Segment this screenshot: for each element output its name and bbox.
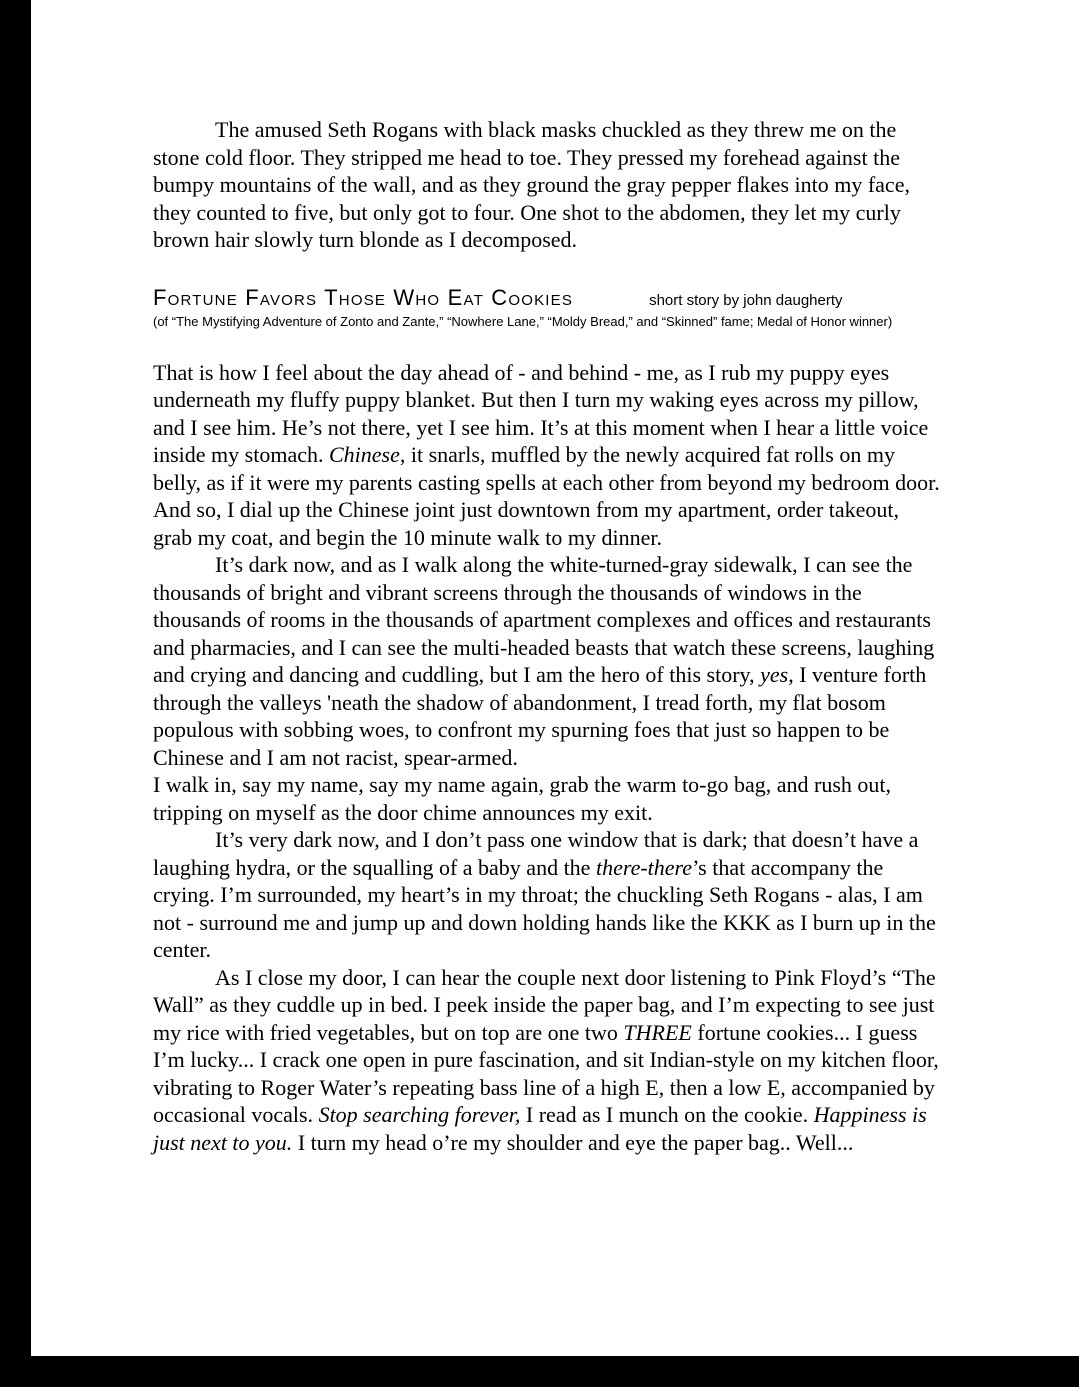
plain-text: ’s that accompany the crying. I’m surrounded, my heart’s in my throat; the chuckling Seth Rogans - alas, I am not - surround me and jump up and down holding hands like the KKK as I burn up in the center.	[153, 854, 936, 962]
story-title-row	[153, 285, 943, 311]
italic-text: Chinese	[328, 442, 400, 467]
plain-text: , it snarls, muffled by the newly acquired fat rolls on my belly, as if it were my parents casting spells at each other from beyond my bedroom door. And so, I dial up the Chinese joint just downtown from my apartment, order takeout, grab my coat, and begin the 10 minute walk to my dinner.	[153, 442, 940, 550]
story-paragraph	[153, 551, 943, 771]
plain-text: I read as I munch on the cookie.	[520, 1102, 814, 1127]
story-title: Fortune Favors Those Who Eat Cookies	[153, 284, 574, 310]
italic-text: THREE	[623, 1019, 692, 1045]
story-paragraph	[153, 359, 943, 552]
italic-text: Happiness is just next to you.	[153, 1102, 927, 1155]
plain-text: That is how I feel about the day ahead of - and behind - me, as I rub my puppy eyes underneath my fluffy puppy blanket. But then I turn my waking eyes across my pillow, and I see him. He’s not there, yet I see him. It’s at this moment when I hear a little voice inside my stomach.	[153, 359, 929, 467]
story-content	[153, 116, 943, 1156]
bottom-edge-bar	[0, 1356, 1079, 1387]
italic-text: yes	[760, 662, 789, 687]
plain-text: I turn my head o’re my shoulder and eye the paper bag.. Well...	[292, 1129, 854, 1155]
plain-text: It’s dark now, and as I walk along the white-turned-gray sidewalk, I can see the thousands of bright and vibrant screens through the thousands of windows in the thousands of rooms in the thousands of apartment complexes and offices and restaurants and pharmacies, and I can see the multi-headed beasts that watch these screens, laughing and crying and dancing and cuddling, but I am the hero of this story,	[153, 552, 935, 687]
italic-text: there-there	[595, 854, 693, 880]
plain-text: It’s very dark now, and I don’t pass one window that is dark; that doesn’t have a laughing hydra, or the squalling of a baby and the	[153, 827, 919, 880]
body-paragraphs	[153, 359, 943, 1157]
story-paragraph	[153, 826, 943, 964]
plain-text: As I close my door, I can hear the couple next door listening to Pink Floyd’s “The Wall” as they cuddle up in bed. I peek inside the paper bag, and I’m expecting to see just my rice with fried vegetables, but on top are one two	[153, 964, 936, 1045]
left-edge-bar	[0, 0, 31, 1387]
plain-text: fortune cookies... I guess I’m lucky... I crack one open in pure fascination, and sit Indian-style on my kitchen floor, vibrating to Roger Water’s repeating bass line of a high E, then a low E, accompanied by occasional vocals.	[153, 1019, 939, 1127]
story-byline: short story by john daugherty	[649, 291, 843, 309]
plain-text: , I venture forth through the valleys 'neath the shadow of abandonment, I tread forth, my flat bosom populous with sobbing woes, to confront my spurning foes that just so happen to be Chinese and I am not racist, spear-armed.	[153, 662, 927, 770]
intro-paragraphs	[153, 116, 943, 254]
plain-text: The amused Seth Rogans with black masks chuckled as they threw me on the stone cold floor. They stripped me head to toe. They pressed my forehead against the bumpy mountains of the wall, and as they ground the gray pepper flakes into my face, they counted to five, but only got to four. One shot to the abdomen, they let my curly brown hair slowly turn blonde as I decomposed.	[153, 117, 910, 252]
author-credit: (of “The Mystifying Adventure of Zonto and Zante,” “Nowhere Lane,” “Moldy Bread,” and “Skinned” fame; Medal of Honor winner)	[153, 313, 893, 329]
italic-text: Stop searching forever,	[318, 1102, 521, 1127]
story-paragraph	[153, 771, 943, 826]
plain-text: I walk in, say my name, say my name again, grab the warm to-go bag, and rush out, tripping on myself as the door chime announces my exit.	[153, 772, 892, 825]
story-paragraph	[153, 964, 943, 1157]
story-paragraph	[153, 116, 943, 254]
